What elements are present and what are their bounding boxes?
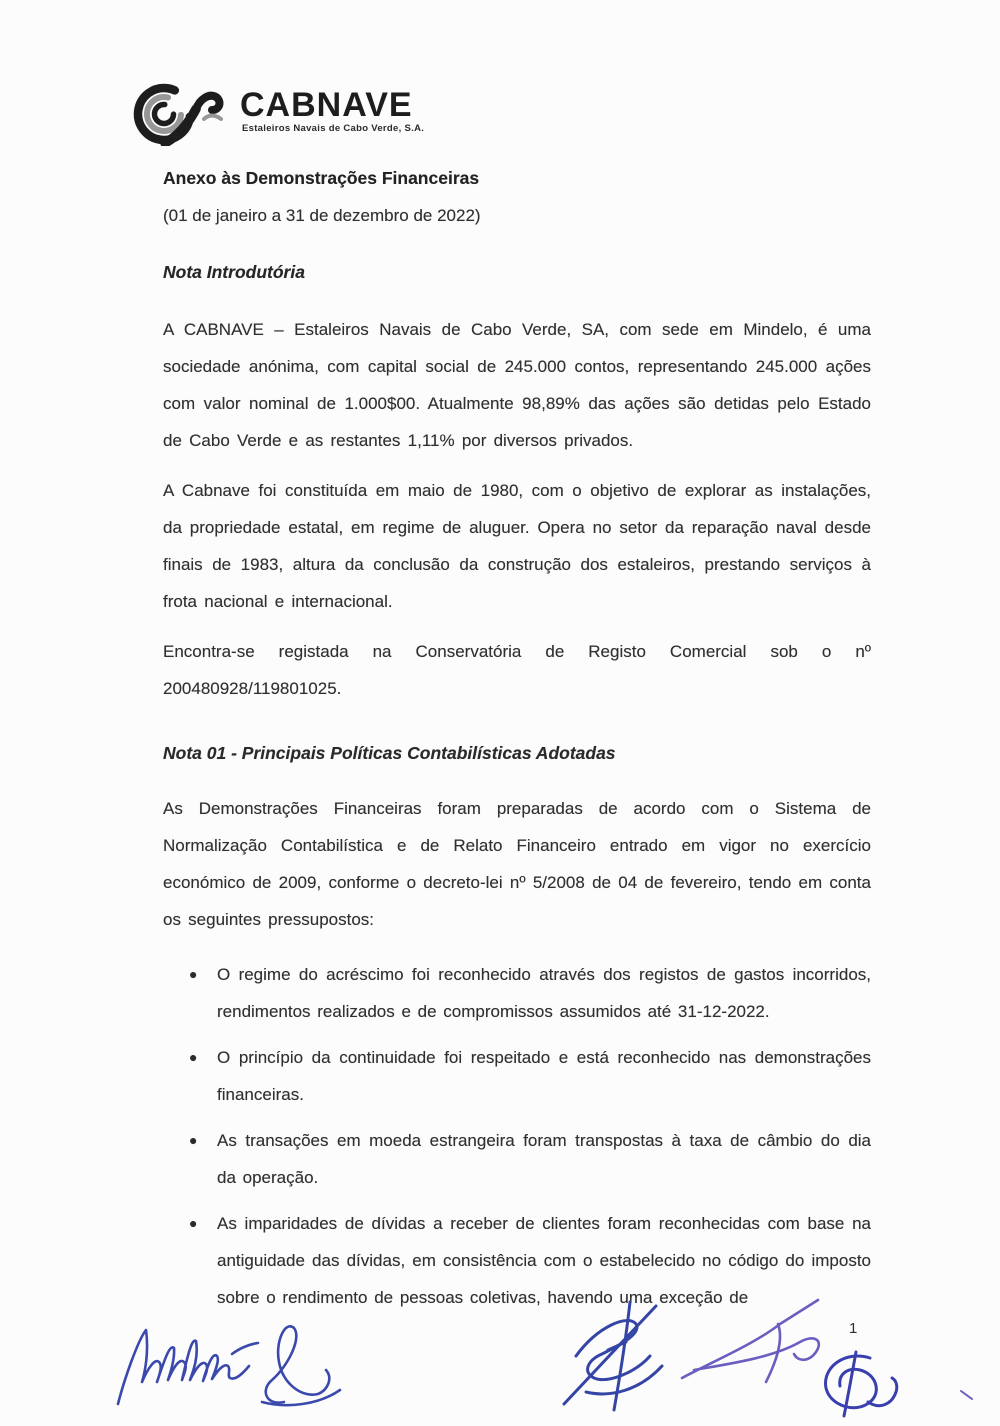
list-item bbox=[163, 956, 871, 1030]
doc-period: (01 de janeiro a 31 de dezembro de 2022) bbox=[163, 206, 481, 225]
cabnave-logo bbox=[132, 82, 424, 146]
bullet-icon: ● bbox=[189, 1049, 198, 1065]
nota01-heading-number: Nota 01 bbox=[163, 743, 227, 763]
bullet-icon: ● bbox=[189, 1215, 198, 1231]
registration-line2: 200480928/119801025. bbox=[163, 679, 342, 698]
cabnave-logo-icon bbox=[132, 82, 228, 146]
intro-note-heading: Nota Introdutória bbox=[163, 262, 305, 282]
list-item-text: As imparidades de dívidas a receber de clientes foram reconhecidas com base na antiguidade das dívidas, em consistência com o estabelecido no código do imposto sobre o rendimento de pessoas coletivas, havendo uma exceção de bbox=[217, 1214, 871, 1307]
assumptions-list bbox=[163, 956, 871, 1316]
list-item-text: As transações em moeda estrangeira foram transpostas à taxa de câmbio do dia da operação. bbox=[217, 1131, 871, 1187]
paragraph-history: A Cabnave foi constituída em maio de 1980, com o objetivo de explorar as instalações, da propriedade estatal, em regime de aluguer. Opera no setor da reparação naval desde finais de 1983, altura da conclusão da construção dos estaleiros, prestando serviços à frota nacional e internacional. bbox=[163, 481, 871, 611]
bullet-icon: ● bbox=[189, 1132, 198, 1148]
logo-tagline: Estaleiros Navais de Cabo Verde, S.A. bbox=[242, 123, 425, 134]
list-item bbox=[163, 1039, 871, 1113]
nota01-heading-title: - Principais Políticas Contabilísticas Adotadas bbox=[226, 743, 616, 763]
paragraph-nota01-intro: As Demonstrações Financeiras foram preparadas de acordo com o Sistema de Normalização Contabilística e de Relato Financeiro entrado em vigor no exercício económico de 2009, conforme o decreto-lei nº 5/2008 de 04 de fevereiro, tendo em conta os seguintes pressupostos: bbox=[163, 799, 871, 929]
list-item bbox=[163, 1122, 871, 1196]
paragraph-registration bbox=[163, 633, 871, 707]
paragraph-company: A CABNAVE – Estaleiros Navais de Cabo Verde, SA, com sede em Mindelo, é uma sociedade anónima, com capital social de 245.000 contos, representando 245.000 ações com valor nominal de 1.000$00. Atualmente 98,89% das ações são detidas pelo Estado de Cabo Verde e as restantes 1,11% por diversos privados. bbox=[163, 320, 871, 450]
document-content bbox=[163, 168, 871, 1325]
list-item-text: O princípio da continuidade foi respeitado e está reconhecido nas demonstrações financeiras. bbox=[217, 1048, 871, 1104]
signature-stamp-icon bbox=[812, 1348, 904, 1420]
logo-brand: CABNAVE bbox=[240, 86, 413, 124]
list-item-text: O regime do acréscimo foi reconhecido através dos registos de gastos incorridos, rendimentos realizados e de compromissos assumidos até 31-12-2022. bbox=[217, 965, 871, 1021]
bullet-icon: ● bbox=[189, 966, 198, 982]
doc-title: Anexo às Demonstrações Financeiras bbox=[163, 168, 480, 188]
page-number: 1 bbox=[849, 1320, 858, 1337]
signature-left-icon bbox=[112, 1308, 372, 1412]
nota01-heading bbox=[163, 743, 871, 764]
logo-text bbox=[240, 82, 424, 134]
registration-line1: Encontra-se registada na Conservatória de Registo Comercial sob o nº bbox=[163, 642, 871, 661]
pen-mark-icon bbox=[958, 1388, 976, 1402]
